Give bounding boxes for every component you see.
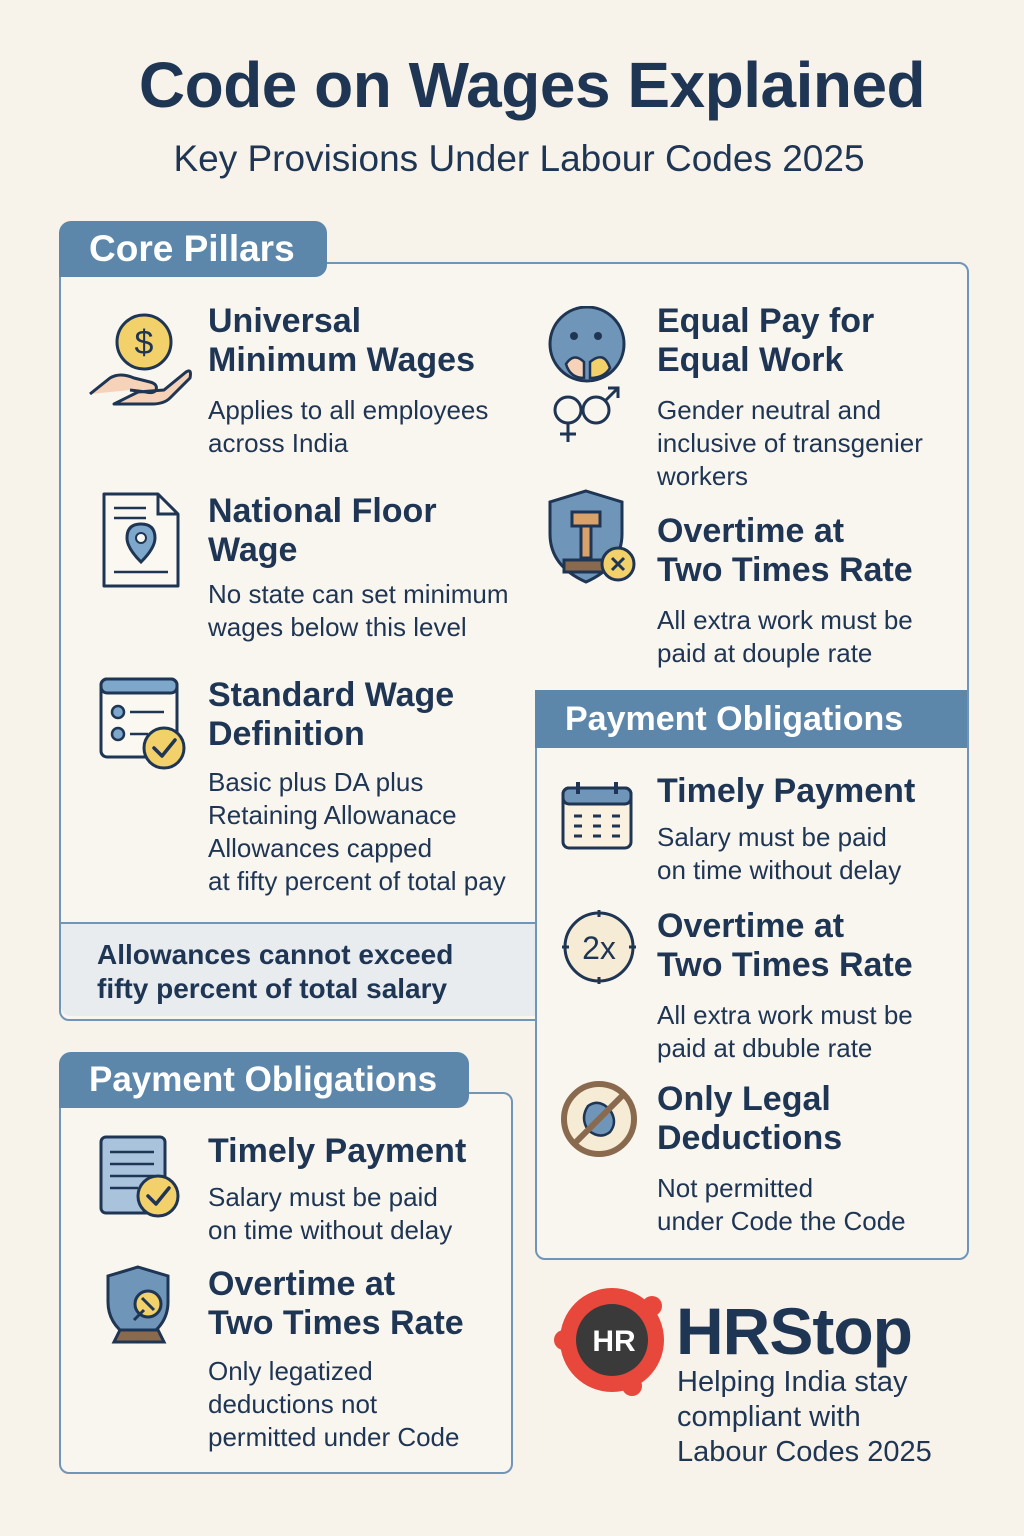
calendar-icon [560,780,634,857]
svg-text:$: $ [134,324,154,362]
core-pillars-tab: Core Pillars [59,221,327,277]
payment-description: Not permitted under Code the Code [657,1173,906,1236]
pillar-national-floor-wage [208,492,538,644]
payment-overtime-right [657,907,957,1065]
payment-title: Only Legal Deductions [657,1080,843,1157]
pillar-description: Basic plus DA plus Retaining Allowanace Allowances capped at fifty percent of total pay [208,767,506,896]
coin-hand-icon [86,306,194,419]
checklist-icon [98,676,190,777]
pillar-standard-wage-definition [208,676,538,898]
payment-title: Timely Payment [208,1132,467,1170]
payment-timely-left [208,1132,498,1247]
hrstop-logo [552,1282,670,1405]
shield-gavel-icon [546,488,638,591]
pillar-description: Applies to all employees across India [208,395,489,458]
payment-description: Only legatized deductions not permitted under Code [208,1356,460,1452]
pillar-title: Universal Minimum Wages [208,302,475,379]
pillar-equal-pay [657,302,957,493]
payment-title: Timely Payment [657,772,916,810]
prohibited-icon [560,1080,638,1163]
brand-name: HRStop [676,1294,912,1368]
payment-title: Overtime at Two Times Rate [208,1265,464,1342]
page-subtitle: Key Provisions Under Labour Codes 2025 [173,138,865,179]
document-check-icon [98,1134,182,1225]
payment-description: Salary must be paid on time without delay [657,822,902,885]
two-x-label: 2x [582,930,616,966]
payment-title: Overtime at Two Times Rate [657,907,913,984]
pillar-universal-minimum-wages [208,302,528,460]
pillar-description: All extra work must be paid at douple rate [657,605,913,668]
gender-symbols-icon [546,306,628,453]
payment-description: Salary must be paid on time without delay [208,1182,453,1245]
payment-overtime-left [208,1265,503,1454]
document-pin-icon [100,490,182,595]
allowance-note: Allowances cannot exceed fifty percent of total salary [61,922,535,1016]
pillar-title: Overtime at Two Times Rate [657,512,913,589]
pillar-title: National Floor Wage [208,492,437,569]
shield-gavel-icon [104,1264,178,1351]
payment-obligations-left-tab: Payment Obligations [59,1052,469,1108]
payment-timely-right [657,772,957,887]
two-x-icon [560,908,638,991]
page-title: Code on Wages Explained [138,49,926,121]
payment-description: All extra work must be paid at dbuble rate [657,1000,913,1063]
pillar-overtime [657,512,957,670]
payment-legal-deductions [657,1080,957,1238]
brand-tagline: Helping India stay compliant with Labour Codes 2025 [677,1366,932,1468]
pillar-description: Gender neutral and inclusive of transgenier workers [657,395,923,491]
pillar-description: No state can set minimum wages below this level [208,579,509,642]
payment-obligations-right-bar: Payment Obligations [535,690,967,748]
pillar-title: Standard Wage Definition [208,676,455,753]
pillar-title: Equal Pay for Equal Work [657,302,875,379]
logo-text: HR [592,1325,636,1358]
